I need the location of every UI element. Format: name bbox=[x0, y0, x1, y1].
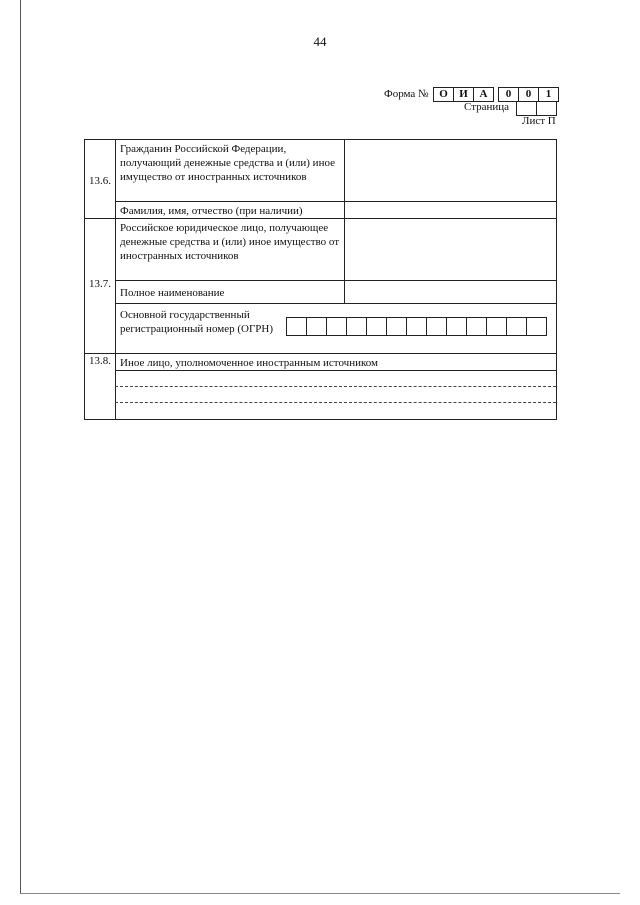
legal-entity-input[interactable] bbox=[345, 219, 556, 279]
page-number-box[interactable] bbox=[516, 101, 537, 116]
row-divider bbox=[85, 353, 556, 354]
form-code-box: А bbox=[473, 87, 494, 102]
section-number: 13.8. bbox=[89, 355, 111, 367]
form-table bbox=[84, 139, 557, 420]
row-divider bbox=[115, 370, 556, 371]
ogrn-box[interactable] bbox=[386, 317, 407, 336]
section-description: Российское юридическое лицо, получающее денежные средства и (или) иное имущество от иностранных источников bbox=[120, 222, 340, 262]
row-divider bbox=[115, 303, 556, 304]
ogrn-box[interactable] bbox=[446, 317, 467, 336]
ogrn-box[interactable] bbox=[306, 317, 327, 336]
page-number: 44 bbox=[313, 34, 327, 49]
ogrn-box[interactable] bbox=[366, 317, 387, 336]
section-description: Гражданин Российской Федерации, получающий денежные средства и (или) иное имущество от иностранных источников bbox=[120, 143, 335, 183]
section-description: Иное лицо, уполномоченное иностранным источником bbox=[120, 357, 379, 369]
form-code-box: 0 bbox=[498, 87, 519, 102]
field-label: Фамилия, имя, отчество (при наличии) bbox=[120, 205, 303, 217]
section-number: 13.7. bbox=[89, 278, 111, 290]
ogrn-boxes bbox=[287, 317, 547, 336]
ogrn-box[interactable] bbox=[346, 317, 367, 336]
form-code-box: И bbox=[453, 87, 474, 102]
page-edge bbox=[20, 893, 620, 894]
form-number-label: Форма № bbox=[384, 88, 429, 100]
page-label: Страница bbox=[464, 101, 510, 113]
page-number-boxes bbox=[517, 101, 557, 116]
page-edge bbox=[20, 0, 21, 893]
ogrn-box[interactable] bbox=[466, 317, 487, 336]
ogrn-box[interactable] bbox=[506, 317, 527, 336]
citizen-input[interactable] bbox=[345, 141, 556, 200]
form-code-box: 1 bbox=[538, 87, 559, 102]
ogrn-box[interactable] bbox=[426, 317, 447, 336]
form-code-boxes bbox=[434, 87, 559, 102]
form-code-box: О bbox=[433, 87, 454, 102]
entry-line[interactable] bbox=[115, 386, 556, 387]
section-number: 13.6. bbox=[89, 175, 111, 187]
sheet-label: Лист П bbox=[522, 115, 556, 127]
entry-line[interactable] bbox=[115, 402, 556, 403]
form-code-box: 0 bbox=[518, 87, 539, 102]
page-number-box[interactable] bbox=[536, 101, 557, 116]
ogrn-box[interactable] bbox=[526, 317, 547, 336]
field-label: Основной государственный регистрационный номер (ОГРН) bbox=[120, 309, 274, 335]
ogrn-box[interactable] bbox=[486, 317, 507, 336]
full-title-input[interactable] bbox=[345, 281, 556, 303]
ogrn-box[interactable] bbox=[286, 317, 307, 336]
ogrn-box[interactable] bbox=[406, 317, 427, 336]
full-name-input[interactable] bbox=[345, 202, 556, 218]
ogrn-box[interactable] bbox=[326, 317, 347, 336]
field-label: Полное наименование bbox=[120, 287, 225, 299]
